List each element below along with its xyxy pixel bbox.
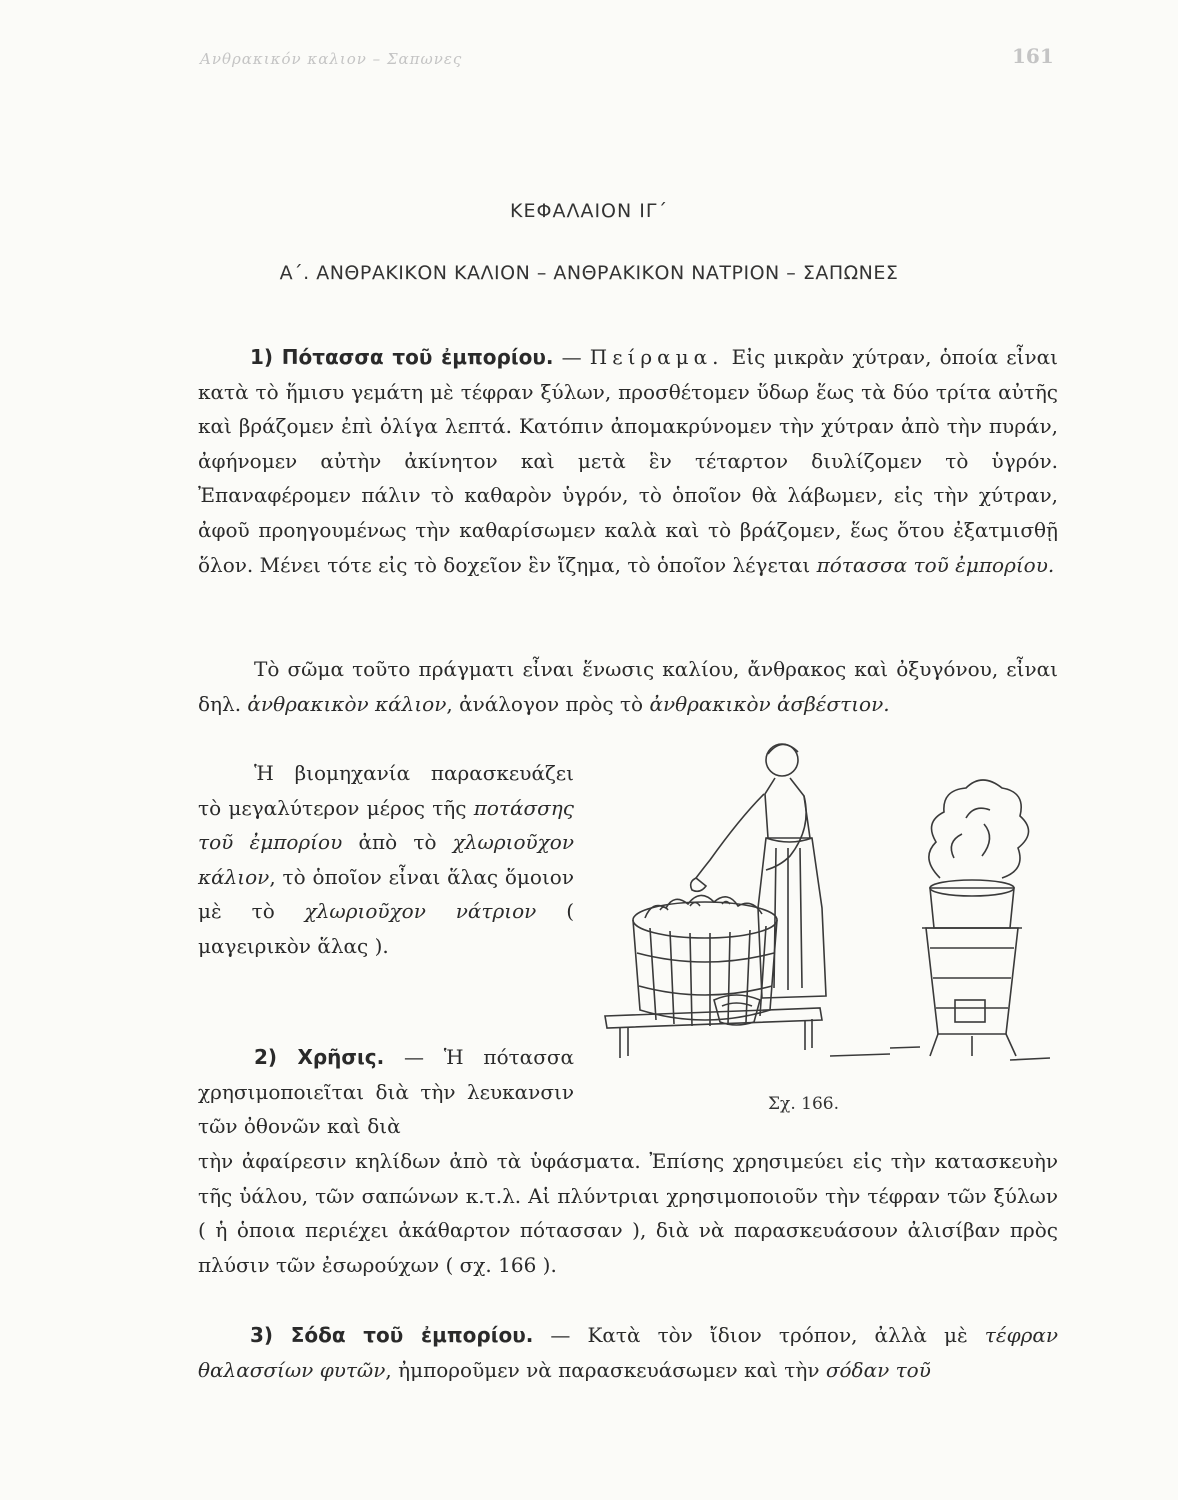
term-seaweed-ash: τέφραν θαλασσίων φυτῶν <box>198 1323 1058 1382</box>
term-potassium-carbonate: ἀνθρακικὸν κάλιον <box>247 691 447 716</box>
experiment-label: Πείραμα. <box>589 345 724 369</box>
experiment-text: Εἰς μικρὰν χύτραν, ὁποία εἶναι κατὰ τὸ ἥμισυ γεμάτη μὲ τέφραν ξύλων, προσθέτομεν ὕδωρ ἕως τὰ δύο τρίτα αὐτῆς καὶ βράζομεν ἐπὶ ὀλίγα λεπτά. Κατόπιν ἀπομακρύνομεν τὴν χύτραν ἀπὸ τὴν πυράν, ἀφήνομεν αὐτὴν ἀκίνητον καὶ μετὰ ἓν τέταρτον διυλίζομεν τὸ ὑγρόν. Ἐπαναφέρομεν πάλιν τὸ καθαρὸν ὑγρόν, τὸ ὁποῖον θὰ λάβωμεν, εἰς τὴν χύτραν, ἀφοῦ προηγουμένως τὴν καθαρίσωμεν καλὰ καὶ τὸ βράζομεν, ἕως ὅτου ἐξατμισθῇ ὅλον. Μένει τότε εἰς τὸ δοχεῖον ἓν ἴζημα, τὸ ὁποῖον λέγεται <box>198 345 1058 577</box>
text: τὴν ἀφαίρεσιν κηλίδων ἀπὸ τὰ ὑφάσματα. Ἐπίσης χρησιμεύει εἰς τὴν κατασκευὴν τῆς ὑάλου, τῶν σαπώνων κ.τ.λ. Αἱ πλύντριαι χρησιμοποιοῦν τὴν τέφραν τῶν ξύλων ( ἡ ὁποια περιέχει ἀκάθαρτον πότασσαν ), διὰ νὰ παρασκευάσουν ἀλισίβαν πρὸς πλύσιν τῶν ἐσωρούχων ( σχ. 166 ). <box>198 1149 1058 1277</box>
text: , ἠμποροῦμεν νὰ παρασκευάσωμεν καὶ τὴν <box>385 1357 826 1382</box>
text: , τὸ ὁποῖον εἶναι ἅλας ὅμοιον μὲ τὸ <box>198 864 574 924</box>
text: , ἀνάλογον πρὸς τὸ <box>446 691 650 716</box>
page-number: 161 <box>1012 44 1054 68</box>
potash-term: πότασσα τοῦ ἐμπορίου. <box>816 552 1055 577</box>
dash: — <box>553 345 590 369</box>
text: — Κατὰ τὸν ἴδιον τρόπον, ἀλλὰ μὲ <box>533 1323 985 1347</box>
text: ( μαγειρικὸν ἅλας ). <box>198 899 574 958</box>
running-header-title: Ανθρακικόν καλιον – Σαπωνες <box>200 50 463 68</box>
section-title: Α΄. ΑΝΘΡΑΚΙΚΟΝ ΚΑΛΙΟΝ – ΑΝΘΡΑΚΙΚΟΝ ΝΑΤΡΙΟΝ – ΣΑΠΩΝΕΣ <box>279 262 899 284</box>
paragraph-potash-experiment <box>198 340 1058 582</box>
text: ἀπὸ τὸ <box>342 830 453 855</box>
paragraph-uses-continued <box>198 1144 1058 1282</box>
heading-uses: 2) Χρῆσις. <box>254 1045 385 1069</box>
term-soda: σόδαν τοῦ <box>825 1357 931 1382</box>
text: — Ἡ πότασσα χρησιμοποιεῖται διὰ τὴν λευκανσιν τῶν ὀθονῶν καὶ διὰ <box>198 1045 574 1139</box>
paragraph-industry <box>198 756 574 964</box>
paragraph-soda <box>198 1318 1058 1387</box>
term-potassium-chloride: χλωριοῦχον κάλιον <box>198 830 574 889</box>
term-sodium-chloride: χλωριοῦχον νάτριον <box>304 899 537 924</box>
paragraph-potassium-carbonate <box>198 652 1058 721</box>
text: Ἡ βιομηχανία παρασκευάζει τὸ μεγαλύτερον μέρος τῆς <box>198 761 574 820</box>
laundry-illustration <box>590 738 1060 1078</box>
figure-caption: Σχ. 166. <box>768 1094 839 1114</box>
chapter-title: ΚΕΦΑΛΑΙΟΝ ΙΓ΄ <box>510 200 668 222</box>
text: Τὸ σῶμα τοῦτο πράγματι εἶναι ἕνωσις καλίου, ἄνθρακος καὶ ὀξυγόνου, εἶναι δηλ. <box>198 657 1058 716</box>
term-commercial-potash: ποτάσσης τοῦ ἐμπορίου <box>198 795 574 855</box>
heading-soda: 3) Σόδα τοῦ ἐμπορίου. <box>250 1323 534 1347</box>
paragraph-uses-start <box>198 1040 574 1144</box>
term-calcium-carbonate: ἀνθρακικὸν ἀσβέστιον. <box>649 691 890 716</box>
heading-potash: 1) Πότασσα τοῦ ἐμπορίου. <box>250 345 554 369</box>
